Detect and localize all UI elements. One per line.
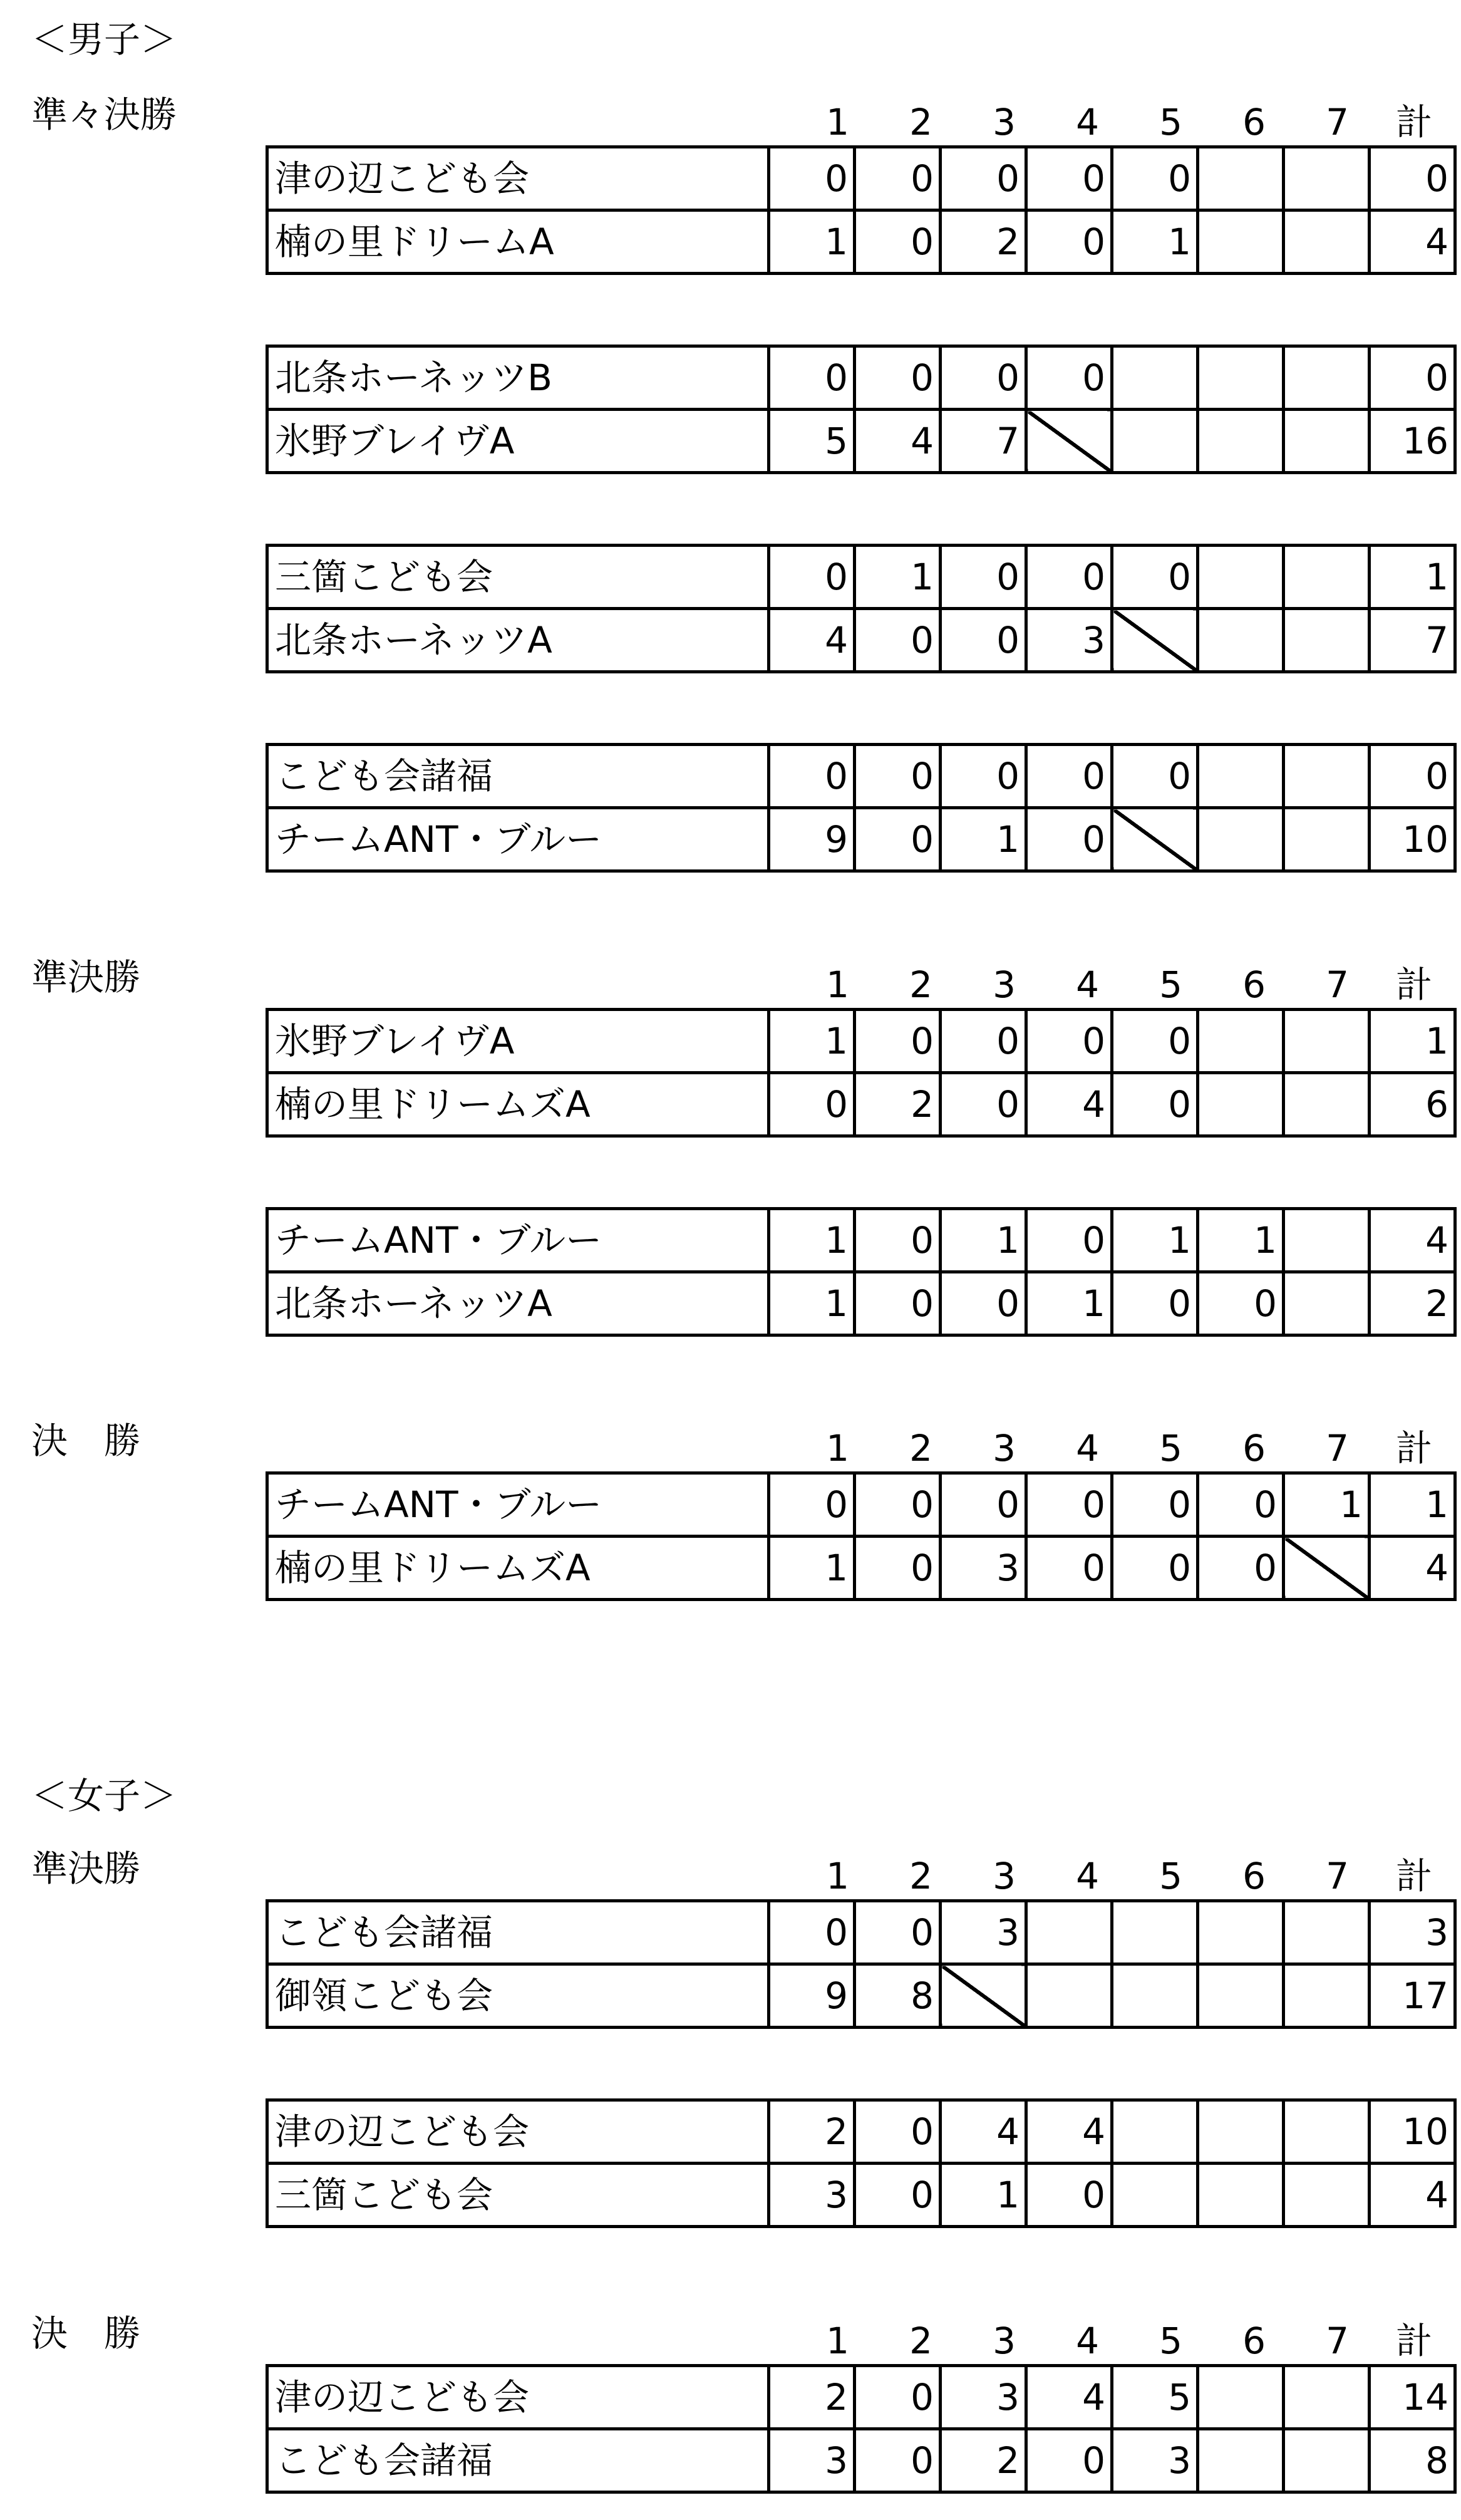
team-row	[267, 1209, 1455, 1272]
inning-label: 3	[993, 1427, 1016, 1470]
inning-score	[1198, 609, 1284, 672]
inning-score: 5	[769, 410, 855, 473]
inning-score	[1112, 2100, 1198, 2164]
inning-label: 1	[826, 101, 849, 143]
inning-score: 0	[1026, 346, 1112, 410]
inning-header	[767, 100, 1434, 144]
inning-score	[1198, 2100, 1284, 2164]
inning-score: 4	[1026, 2100, 1112, 2164]
total-score: 1	[1370, 1010, 1455, 1073]
inning-score: 0	[1112, 1010, 1198, 1073]
inning-label: 1	[826, 2320, 849, 2362]
inning-score: 0	[1112, 1272, 1198, 1335]
section-heading-semifinal-boys: 準決勝	[31, 956, 141, 998]
inning-score: 0	[855, 210, 941, 274]
inning-score: 0	[855, 1010, 941, 1073]
inning-score	[1284, 2366, 1370, 2429]
team-row	[267, 346, 1455, 410]
inning-score: 0	[1026, 147, 1112, 210]
inning-label: 6	[1242, 2320, 1266, 2362]
team-row	[267, 1010, 1455, 1073]
inning-score: 7	[941, 410, 1026, 473]
inning-score: 0	[1112, 147, 1198, 210]
inning-score: 0	[769, 1901, 855, 1964]
team-name: こども会諸福	[267, 2429, 769, 2492]
inning-score	[1284, 808, 1370, 871]
inning-header	[767, 963, 1434, 1007]
inning-score	[1198, 1073, 1284, 1136]
inning-score: 3	[1026, 609, 1112, 672]
inning-score: 3	[769, 2429, 855, 2492]
inning-score	[1284, 1010, 1370, 1073]
inning-header	[767, 1854, 1434, 1898]
total-score: 0	[1370, 346, 1455, 410]
inning-score: 0	[769, 346, 855, 410]
inning-score: 0	[1026, 210, 1112, 274]
total-score: 0	[1370, 147, 1455, 210]
inning-score: 4	[855, 410, 941, 473]
inning-score: 0	[855, 1272, 941, 1335]
total-score: 14	[1370, 2366, 1455, 2429]
scoreboard	[266, 1899, 1457, 2029]
scoreboard	[266, 145, 1457, 275]
inning-score: 0	[855, 2429, 941, 2492]
inning-score: 1	[941, 2164, 1026, 2227]
team-name: チームANT・ブルー	[267, 1473, 769, 1537]
inning-score: 5	[1112, 2366, 1198, 2429]
total-score: 2	[1370, 1272, 1455, 1335]
total-score: 7	[1370, 609, 1455, 672]
total-score: 1	[1370, 546, 1455, 609]
inning-score	[1112, 2164, 1198, 2227]
total-label: 計	[1395, 2320, 1432, 2362]
team-name: 北条ホーネッツA	[267, 609, 769, 672]
total-label: 計	[1395, 963, 1432, 1006]
inning-score: 3	[941, 2366, 1026, 2429]
inning-score: 0	[1198, 1272, 1284, 1335]
inning-label: 1	[826, 963, 849, 1006]
team-name: 氷野ブレイヴA	[267, 1010, 769, 1073]
inning-score: 0	[855, 1537, 941, 1600]
inning-score	[1198, 2366, 1284, 2429]
inning-score: 1	[941, 808, 1026, 871]
total-score: 16	[1370, 410, 1455, 473]
team-row	[267, 1901, 1455, 1964]
inning-score	[1284, 1073, 1370, 1136]
inning-score: 3	[1112, 2429, 1198, 2492]
inning-label: 5	[1159, 1855, 1182, 1897]
inning-score: 3	[941, 1537, 1026, 1600]
inning-label: 4	[1076, 101, 1099, 143]
inning-score: 0	[1026, 1537, 1112, 1600]
inning-score: 0	[1198, 1537, 1284, 1600]
inning-score: 0	[769, 1073, 855, 1136]
inning-score: 0	[941, 1073, 1026, 1136]
inning-score: 0	[855, 2164, 941, 2227]
team-name: 北条ホーネッツB	[267, 346, 769, 410]
total-label: 計	[1395, 101, 1432, 143]
inning-score: 1	[769, 1010, 855, 1073]
inning-score	[1198, 1901, 1284, 1964]
total-score: 1	[1370, 1473, 1455, 1537]
inning-score: 2	[941, 2429, 1026, 2492]
inning-label: 2	[909, 963, 932, 1006]
inning-label: 2	[909, 2320, 932, 2362]
inning-label: 7	[1326, 1855, 1349, 1897]
scoreboard	[266, 2364, 1457, 2494]
inning-score: 1	[1112, 1209, 1198, 1272]
section-heading-final-boys: 決 勝	[31, 1419, 141, 1462]
inning-label: 4	[1076, 1427, 1099, 1470]
inning-score	[1198, 745, 1284, 808]
team-name: 楠の里ドリームズA	[267, 1537, 769, 1600]
inning-label: 5	[1159, 2320, 1182, 2362]
inning-label: 4	[1076, 1855, 1099, 1897]
inning-score	[1284, 2100, 1370, 2164]
team-row	[267, 1073, 1455, 1136]
team-row	[267, 1537, 1455, 1600]
inning-score: 0	[855, 346, 941, 410]
section-heading-final-girls: 決 勝	[31, 2312, 141, 2355]
inning-label: 6	[1242, 101, 1266, 143]
inning-score: 0	[1198, 1473, 1284, 1537]
inning-score: 0	[1026, 2164, 1112, 2227]
inning-score: 2	[769, 2100, 855, 2164]
inning-score	[1198, 2164, 1284, 2227]
inning-score: 1	[1112, 210, 1198, 274]
inning-label: 6	[1242, 963, 1266, 1006]
inning-label: 5	[1159, 1427, 1182, 1470]
inning-label: 7	[1326, 963, 1349, 1006]
scoreboard	[266, 544, 1457, 673]
inning-score: 9	[769, 808, 855, 871]
team-row	[267, 1964, 1455, 2028]
inning-score: 0	[769, 745, 855, 808]
inning-score: 0	[941, 1272, 1026, 1335]
total-score: 17	[1370, 1964, 1455, 2028]
inning-header	[767, 1426, 1434, 1470]
total-score: 3	[1370, 1901, 1455, 1964]
total-score: 4	[1370, 210, 1455, 274]
inning-score: 0	[769, 546, 855, 609]
team-row	[267, 147, 1455, 210]
inning-score: 0	[941, 1010, 1026, 1073]
scoreboard	[266, 2098, 1457, 2228]
inning-score	[1284, 1901, 1370, 1964]
inning-score: 0	[1112, 546, 1198, 609]
inning-score	[1284, 1964, 1370, 2028]
total-score: 4	[1370, 1537, 1455, 1600]
inning-score: 1	[941, 1209, 1026, 1272]
team-name: 北条ホーネッツA	[267, 1272, 769, 1335]
section-heading-girls: ＜女子＞	[31, 1775, 177, 1817]
inning-score	[1112, 1901, 1198, 1964]
inning-label: 6	[1242, 1427, 1266, 1470]
team-row	[267, 546, 1455, 609]
scoreboard	[266, 1207, 1457, 1337]
inning-score: 1	[1284, 1473, 1370, 1537]
inning-score: 3	[941, 1901, 1026, 1964]
inning-score	[1112, 410, 1198, 473]
inning-score	[1284, 2429, 1370, 2492]
total-score: 4	[1370, 2164, 1455, 2227]
inning-score: 4	[941, 2100, 1026, 2164]
inning-label: 7	[1326, 1427, 1349, 1470]
team-row	[267, 410, 1455, 473]
inning-score	[1284, 147, 1370, 210]
unplayed-inning-slash	[1112, 609, 1198, 672]
inning-score	[1112, 1964, 1198, 2028]
inning-score: 0	[1026, 808, 1112, 871]
inning-score	[1198, 147, 1284, 210]
inning-score	[1284, 346, 1370, 410]
team-row	[267, 2429, 1455, 2492]
inning-score	[1284, 609, 1370, 672]
inning-score: 1	[855, 546, 941, 609]
inning-score: 0	[1026, 546, 1112, 609]
inning-label: 4	[1076, 2320, 1099, 2362]
section-heading-boys: ＜男子＞	[31, 18, 177, 61]
total-score: 10	[1370, 808, 1455, 871]
inning-label: 3	[993, 963, 1016, 1006]
team-name: 三箇こども会	[267, 546, 769, 609]
inning-score: 0	[1026, 745, 1112, 808]
inning-score	[1198, 2429, 1284, 2492]
inning-label: 2	[909, 1855, 932, 1897]
team-row	[267, 2100, 1455, 2164]
inning-label: 2	[909, 1427, 932, 1470]
inning-label: 5	[1159, 101, 1182, 143]
inning-score: 0	[855, 1901, 941, 1964]
inning-score	[1284, 210, 1370, 274]
inning-label: 5	[1159, 963, 1182, 1006]
inning-score: 0	[1112, 1473, 1198, 1537]
inning-label: 6	[1242, 1855, 1266, 1897]
inning-score	[1284, 745, 1370, 808]
team-row	[267, 745, 1455, 808]
inning-score	[1198, 1964, 1284, 2028]
team-row	[267, 609, 1455, 672]
inning-label: 3	[993, 2320, 1016, 2362]
inning-score: 4	[769, 609, 855, 672]
inning-score: 0	[769, 1473, 855, 1537]
scoreboard	[266, 1471, 1457, 1601]
unplayed-inning-slash	[1112, 808, 1198, 871]
team-name: 津の辺こども会	[267, 2366, 769, 2429]
inning-score: 0	[855, 1209, 941, 1272]
total-score: 8	[1370, 2429, 1455, 2492]
inning-score: 3	[769, 2164, 855, 2227]
inning-score: 0	[1112, 1073, 1198, 1136]
total-score: 0	[1370, 745, 1455, 808]
inning-score	[1198, 210, 1284, 274]
inning-header	[767, 2319, 1434, 2363]
inning-score: 1	[769, 1209, 855, 1272]
unplayed-inning-slash	[941, 1964, 1026, 2028]
inning-score: 1	[769, 1272, 855, 1335]
inning-label: 1	[826, 1855, 849, 1897]
total-label: 計	[1395, 1427, 1432, 1470]
team-row	[267, 210, 1455, 274]
inning-score: 0	[855, 745, 941, 808]
inning-label: 7	[1326, 101, 1349, 143]
inning-score: 0	[855, 2100, 941, 2164]
inning-score	[1026, 1901, 1112, 1964]
inning-score: 0	[1026, 1010, 1112, 1073]
team-name: チームANT・ブルー	[267, 1209, 769, 1272]
total-label: 計	[1395, 1855, 1432, 1897]
team-name: 御領こども会	[267, 1964, 769, 2028]
inning-score: 0	[941, 546, 1026, 609]
inning-score: 0	[1026, 2429, 1112, 2492]
team-name: こども会諸福	[267, 745, 769, 808]
inning-score	[1112, 346, 1198, 410]
inning-label: 2	[909, 101, 932, 143]
team-row	[267, 2366, 1455, 2429]
inning-score	[1284, 2164, 1370, 2227]
unplayed-inning-slash	[1026, 410, 1112, 473]
inning-score: 4	[1026, 2366, 1112, 2429]
total-score: 10	[1370, 2100, 1455, 2164]
team-name: 津の辺こども会	[267, 147, 769, 210]
inning-score: 2	[941, 210, 1026, 274]
inning-score: 0	[1026, 1209, 1112, 1272]
team-name: 氷野ブレイヴA	[267, 410, 769, 473]
inning-score: 0	[941, 1473, 1026, 1537]
inning-score: 0	[1112, 745, 1198, 808]
section-heading-semifinal-girls: 準決勝	[31, 1847, 141, 1890]
inning-score: 1	[769, 1537, 855, 1600]
team-row	[267, 1272, 1455, 1335]
inning-score: 4	[1026, 1073, 1112, 1136]
team-name: 津の辺こども会	[267, 2100, 769, 2164]
scoreboard	[266, 743, 1457, 873]
team-row	[267, 808, 1455, 871]
team-name: 三箇こども会	[267, 2164, 769, 2227]
inning-score: 0	[855, 2366, 941, 2429]
inning-label: 3	[993, 1855, 1016, 1897]
section-heading-quarterfinal: 準々決勝	[31, 93, 177, 136]
inning-score	[1284, 410, 1370, 473]
inning-score: 1	[769, 210, 855, 274]
inning-score: 0	[941, 147, 1026, 210]
inning-score: 2	[769, 2366, 855, 2429]
inning-score: 0	[1026, 1473, 1112, 1537]
scoreboard	[266, 1008, 1457, 1138]
inning-label: 7	[1326, 2320, 1349, 2362]
inning-score: 1	[1026, 1272, 1112, 1335]
inning-score: 0	[855, 609, 941, 672]
inning-score	[1198, 410, 1284, 473]
inning-score: 0	[855, 808, 941, 871]
team-name: 楠の里ドリームA	[267, 210, 769, 274]
inning-score	[1284, 1209, 1370, 1272]
team-name: チームANT・ブルー	[267, 808, 769, 871]
inning-score: 1	[1198, 1209, 1284, 1272]
inning-label: 1	[826, 1427, 849, 1470]
inning-score: 8	[855, 1964, 941, 2028]
inning-score	[1198, 346, 1284, 410]
team-name: 楠の里ドリームズA	[267, 1073, 769, 1136]
inning-score: 9	[769, 1964, 855, 2028]
inning-score: 0	[1112, 1537, 1198, 1600]
inning-score: 0	[941, 745, 1026, 808]
inning-label: 3	[993, 101, 1016, 143]
team-row	[267, 1473, 1455, 1537]
inning-score	[1198, 1010, 1284, 1073]
inning-score: 0	[855, 147, 941, 210]
inning-score	[1026, 1964, 1112, 2028]
inning-score: 0	[941, 346, 1026, 410]
inning-score	[1284, 546, 1370, 609]
inning-score: 0	[941, 609, 1026, 672]
total-score: 6	[1370, 1073, 1455, 1136]
unplayed-inning-slash	[1284, 1537, 1370, 1600]
scoreboard	[266, 345, 1457, 474]
inning-score: 2	[855, 1073, 941, 1136]
inning-score: 0	[769, 147, 855, 210]
inning-label: 4	[1076, 963, 1099, 1006]
team-name: こども会諸福	[267, 1901, 769, 1964]
inning-score	[1198, 546, 1284, 609]
inning-score	[1284, 1272, 1370, 1335]
team-row	[267, 2164, 1455, 2227]
total-score: 4	[1370, 1209, 1455, 1272]
inning-score: 0	[855, 1473, 941, 1537]
inning-score	[1198, 808, 1284, 871]
